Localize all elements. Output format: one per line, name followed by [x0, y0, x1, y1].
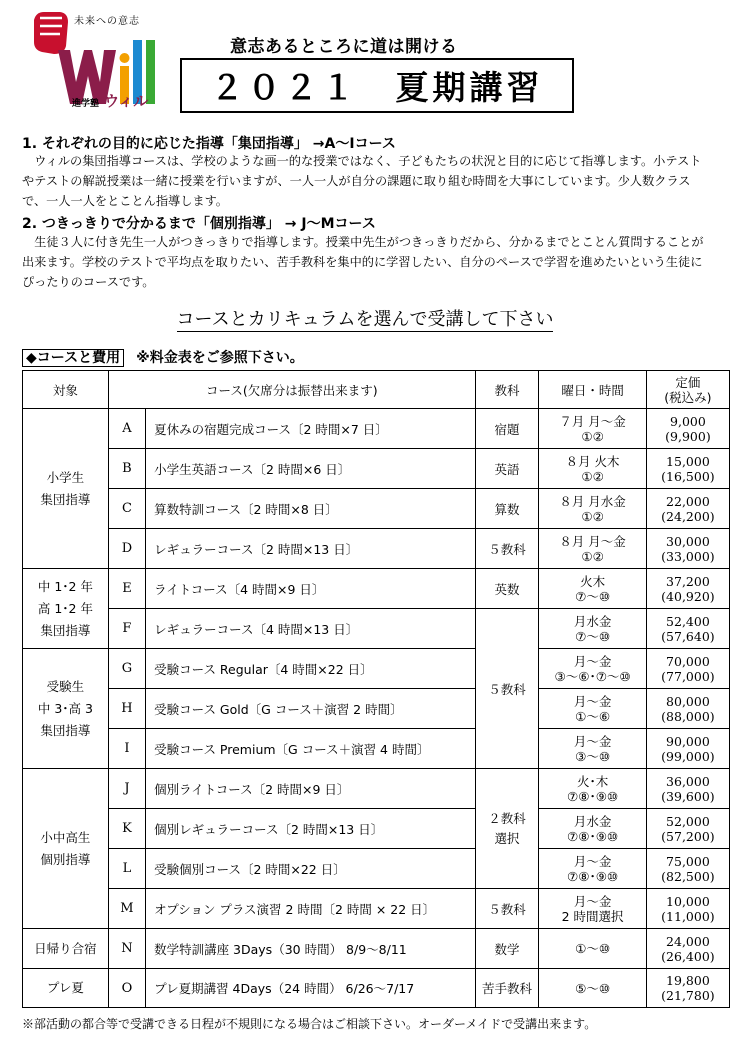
course-heading-note: ※料金表をご参照下さい。	[136, 350, 304, 366]
subject-cell: 英数	[475, 569, 538, 609]
subject-cell: ５教科	[475, 529, 538, 569]
price-tax: (11,000)	[661, 908, 715, 924]
course-name: レギュラーコース〔2 時間×13 日〕	[146, 529, 476, 569]
schedule-line: 2 時間選択	[561, 908, 624, 924]
schedule-line: ８月 火木	[565, 453, 620, 469]
price-value: 19,800	[666, 973, 710, 988]
header-schedule: 曜日・時間	[539, 371, 647, 409]
price-cell	[646, 689, 729, 729]
header-price	[646, 371, 729, 409]
subject-cell: 宿題	[475, 409, 538, 449]
course-name: 小学生英語コース〔2 時間×6 日〕	[146, 449, 476, 489]
price-tax: (21,780)	[661, 988, 715, 1003]
schedule-line: 月～金	[573, 693, 612, 709]
subject-cell: 算数	[475, 489, 538, 529]
price-cell	[646, 729, 729, 769]
course-code: F	[108, 609, 145, 649]
table-row	[23, 449, 730, 489]
group-cell	[23, 969, 109, 1008]
price-tax: (57,640)	[661, 628, 715, 644]
price-value: 90,000	[666, 733, 710, 749]
schedule-cell	[539, 929, 647, 969]
course-name: 個別レギュラーコース〔2 時間×13 日〕	[146, 809, 476, 849]
table-row	[23, 489, 730, 529]
schedule-line: 月水金	[573, 613, 612, 629]
course-name: レギュラーコース〔4 時間×13 日〕	[146, 609, 476, 649]
course-code: J	[108, 769, 145, 809]
price-tax: (88,000)	[661, 708, 715, 724]
course-code: A	[108, 409, 145, 449]
schedule-line: ⑦～⑩	[575, 588, 611, 604]
price-cell	[646, 649, 729, 689]
price-value: 24,000	[666, 933, 710, 949]
schedule-cell	[539, 409, 647, 449]
subtitle	[0, 305, 730, 331]
table-row	[23, 609, 730, 649]
course-code: D	[108, 529, 145, 569]
subject-cell: ５教科	[475, 889, 538, 929]
course-code: E	[108, 569, 145, 609]
tagline: 意志あるところに道は開ける	[230, 37, 458, 57]
course-heading	[22, 347, 304, 367]
table-row	[23, 969, 730, 1008]
schedule-cell	[539, 649, 647, 689]
group-line: 小中高生	[40, 829, 91, 845]
schedule-line: ③～⑥･⑦～⑩	[554, 668, 631, 684]
schedule-line: ⑦⑧･⑨⑩	[567, 868, 619, 884]
course-code: O	[108, 969, 145, 1008]
schedule-line: ⑦⑧･⑨⑩	[567, 788, 619, 804]
schedule-line: ①②	[581, 548, 604, 564]
schedule-line: ⑤～⑩	[575, 980, 611, 996]
schedule-line: 月～金	[573, 733, 612, 749]
course-name: 受験個別コース〔2 時間×22 日〕	[146, 849, 476, 889]
schedule-cell	[539, 609, 647, 649]
table-row	[23, 849, 730, 889]
course-code: K	[108, 809, 145, 849]
group-line: 集団指導	[40, 622, 91, 638]
schedule-line: 月～金	[573, 893, 612, 909]
table-row	[23, 809, 730, 849]
header-price-label: 定価	[675, 374, 701, 390]
price-value: 75,000	[666, 853, 710, 869]
page-title: ２０２１ 夏期講習	[210, 68, 544, 107]
footnote: ※部活動の都合等で受講できる日程が不規則になる場合はご相談下さい。オーダーメイドで受講出来ます。	[22, 1017, 597, 1031]
course-name: 算数特訓コース〔2 時間×8 日〕	[146, 489, 476, 529]
course-code: M	[108, 889, 145, 929]
logo-sub-small: 進学塾	[72, 99, 100, 109]
group-line: 日帰り合宿	[34, 940, 97, 956]
schedule-line: ①②	[581, 508, 604, 524]
section1-heading: 1. それぞれの目的に応じた指導「集団指導」 →A～Iコース	[22, 136, 396, 152]
group-cell	[23, 569, 109, 649]
course-name: オプション プラス演習 2 時間〔2 時間 × 22 日〕	[146, 889, 476, 929]
price-value: 22,000	[666, 493, 710, 509]
header-course: コース(欠席分は振替出来ます)	[108, 371, 475, 409]
schedule-line: ①②	[581, 468, 604, 484]
price-tax: (33,000)	[661, 548, 715, 564]
table-row	[23, 409, 730, 449]
schedule-line: ①～⑩	[575, 941, 611, 956]
course-name: 受験コース Regular〔4 時間×22 日〕	[146, 649, 476, 689]
price-cell	[646, 489, 729, 529]
price-value: 52,400	[666, 613, 710, 629]
price-value: 80,000	[666, 693, 710, 709]
section1-body: ウィルの集団指導コースは、学校のような画一的な授業ではなく、子どもたちの状況と目的に応じて指導します。小テストやテストの解説授業は一緒に授業を行いますが、一人一人が自分の課題に取り組む時間を大事にしています。少人数クラスで、一人一人をとことん指導します。	[22, 154, 702, 208]
table-row	[23, 649, 730, 689]
schedule-line: 火･木	[576, 773, 609, 789]
schedule-cell	[539, 809, 647, 849]
course-code: N	[108, 929, 145, 969]
schedule-cell	[539, 569, 647, 609]
course-code: I	[108, 729, 145, 769]
group-cell	[23, 409, 109, 569]
price-tax: (99,000)	[661, 748, 715, 764]
price-value: 52,000	[666, 813, 710, 829]
schedule-line: ７月 月～金	[559, 413, 626, 429]
schedule-cell	[539, 889, 647, 929]
price-value: 10,000	[666, 893, 710, 909]
schedule-line: 月～金	[573, 653, 612, 669]
group-line: 小学生	[46, 469, 85, 485]
price-value: 15,000	[666, 453, 710, 469]
will-logo	[26, 6, 161, 110]
price-tax: (9,900)	[665, 428, 711, 444]
subject-cell: 英語	[475, 449, 538, 489]
course-code: H	[108, 689, 145, 729]
schedule-line: ③～⑩	[575, 748, 611, 764]
schedule-line: ⑦⑧･⑨⑩	[567, 828, 619, 844]
schedule-line: 月～金	[573, 853, 612, 869]
course-name: 受験コース Gold〔G コース＋演習 2 時間〕	[146, 689, 476, 729]
price-cell	[646, 969, 729, 1008]
course-name: 個別ライトコース〔2 時間×9 日〕	[146, 769, 476, 809]
schedule-line: ⑦～⑩	[575, 628, 611, 644]
table-row	[23, 689, 730, 729]
course-name: ライトコース〔4 時間×9 日〕	[146, 569, 476, 609]
table-row	[23, 769, 730, 809]
table-row	[23, 729, 730, 769]
subject-line: 選択	[494, 830, 520, 846]
schedule-cell	[539, 689, 647, 729]
course-name: 数学特訓講座 3Days（30 時間） 8/9～8/11	[146, 929, 476, 969]
course-code: L	[108, 849, 145, 889]
price-tax: (24,200)	[661, 508, 715, 524]
header-price-tax: (税込み)	[664, 389, 712, 405]
price-tax: (39,600)	[661, 788, 715, 804]
price-cell	[646, 929, 729, 969]
price-cell	[646, 409, 729, 449]
course-code: G	[108, 649, 145, 689]
price-value: 37,200	[666, 573, 710, 589]
price-cell	[646, 849, 729, 889]
price-value: 9,000	[670, 413, 706, 429]
header-target: 対象	[23, 371, 109, 409]
schedule-line: ①～⑥	[575, 708, 611, 724]
price-tax: (82,500)	[661, 868, 715, 884]
schedule-cell	[539, 769, 647, 809]
group-cell	[23, 769, 109, 929]
table-row	[23, 529, 730, 569]
schedule-cell	[539, 449, 647, 489]
price-cell	[646, 769, 729, 809]
schedule-line: ８月 月水金	[559, 493, 626, 509]
logo-sub-main: ウィル	[104, 92, 149, 110]
course-name: 夏休みの宿題完成コース〔2 時間×7 日〕	[146, 409, 476, 449]
logo-top-text: 未来への意志	[74, 16, 140, 27]
subject-line: ２教科	[488, 810, 526, 826]
group-cell	[23, 649, 109, 769]
schedule-line: ８月 月～金	[559, 533, 626, 549]
price-tax: (77,000)	[661, 668, 715, 684]
schedule-cell	[539, 529, 647, 569]
title-box	[180, 58, 574, 113]
group-line: 受験生	[46, 678, 85, 694]
price-cell	[646, 809, 729, 849]
price-cell	[646, 569, 729, 609]
group-line: 集団指導	[40, 491, 91, 507]
price-value: 70,000	[666, 653, 710, 669]
price-cell	[646, 889, 729, 929]
course-name: 受験コース Premium〔G コース＋演習 4 時間〕	[146, 729, 476, 769]
section2-body: 生徒３人に付き先生一人がつきっきりで指導します。授業中先生がつきっきりだから、分かるまでとことん質問することが出来ます。学校のテストで平均点を取りたい、苦手教科を集中的に学習したい、自分のペースで学習を進めたいという生徒にぴったりのコースです。	[22, 235, 704, 289]
schedule-cell	[539, 849, 647, 889]
schedule-cell	[539, 969, 647, 1008]
course-table	[22, 370, 730, 1008]
schedule-line: 火木	[580, 573, 606, 589]
price-cell	[646, 449, 729, 489]
subject-cell	[475, 769, 538, 889]
table-row	[23, 569, 730, 609]
course-code: C	[108, 489, 145, 529]
table-header-row	[23, 371, 730, 409]
course-heading-label: ◆コースと費用	[22, 349, 124, 367]
subject-cell: ５教科	[475, 609, 538, 769]
schedule-line: 月水金	[573, 813, 612, 829]
table-row	[23, 889, 730, 929]
price-tax: (57,200)	[661, 828, 715, 844]
course-code: B	[108, 449, 145, 489]
subtitle-text: コースとカリキュラムを選んで受講して下さい	[176, 309, 554, 330]
schedule-cell	[539, 729, 647, 769]
group-line: 集団指導	[40, 722, 91, 738]
price-cell	[646, 529, 729, 569]
price-tax: (16,500)	[661, 468, 715, 484]
course-name: プレ夏期講習 4Days（24 時間） 6/26～7/17	[146, 969, 476, 1008]
group-line: 中 1･2 年	[37, 578, 93, 594]
price-value: 30,000	[666, 533, 710, 549]
section2-heading: 2. つきっきりで分かるまで「個別指導」 → J～Mコース	[22, 216, 376, 232]
subject-cell: 苦手教科	[475, 969, 538, 1008]
header-subject: 教科	[475, 371, 538, 409]
price-cell	[646, 609, 729, 649]
price-tax: (40,920)	[661, 588, 715, 604]
schedule-cell	[539, 489, 647, 529]
group-line: 個別指導	[40, 851, 91, 867]
group-line: プレ夏	[46, 980, 84, 995]
table-row	[23, 929, 730, 969]
price-value: 36,000	[666, 773, 710, 789]
group-line: 高 1･2 年	[37, 600, 93, 616]
group-cell	[23, 929, 109, 969]
schedule-line: ①②	[581, 428, 604, 444]
subject-cell: 数学	[475, 929, 538, 969]
group-line: 中 3･高 3	[37, 700, 93, 716]
price-tax: (26,400)	[661, 948, 715, 964]
